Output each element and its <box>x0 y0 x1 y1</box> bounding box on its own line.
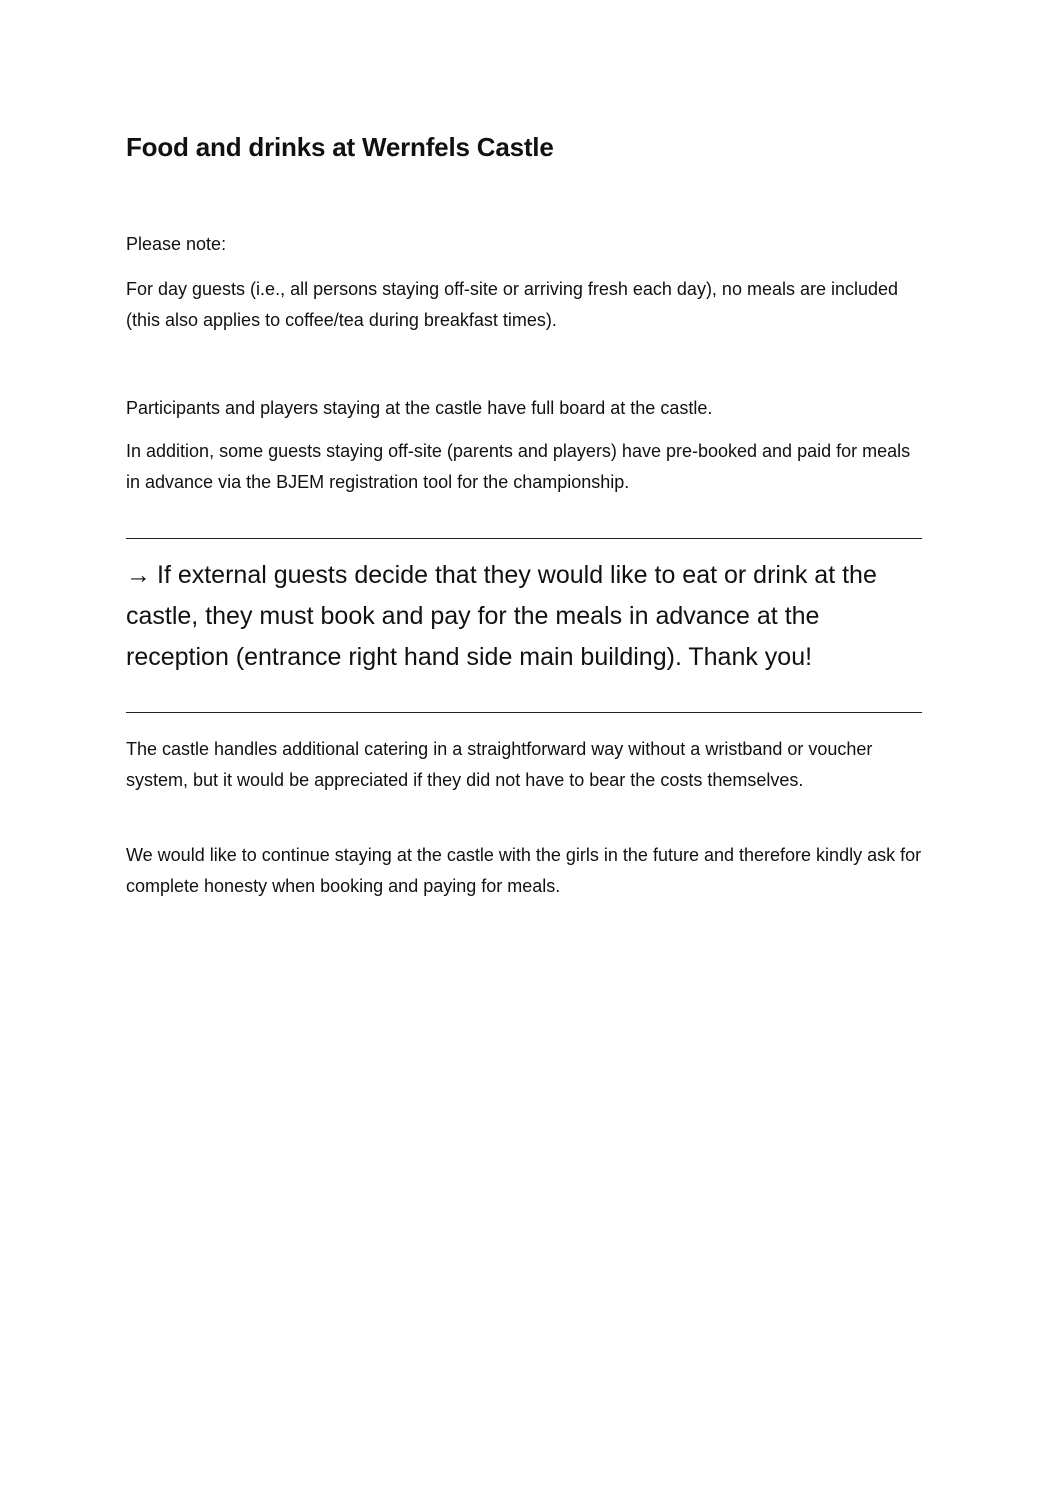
please-note-paragraph: Please note: <box>126 234 227 254</box>
right-arrow-icon: → <box>126 561 151 589</box>
divider-top <box>126 538 922 539</box>
catering-paragraph: The castle handles additional catering in a straightforward way without a wristband or voucher system, but it would be appreciated if they did not have to bear the costs themselves. <box>126 739 873 790</box>
callout-text: If external guests decide that they would like to eat or drink at the castle, they must book and pay for the meals in advance at the reception (entrance right hand side main building). Thank you! <box>126 561 877 671</box>
divider-bottom <box>126 712 922 713</box>
external-guests-callout <box>126 555 926 678</box>
document-title: Food and drinks at Wernfels Castle <box>126 132 554 162</box>
prebooked-meals-paragraph: In addition, some guests staying off-site (parents and players) have pre-booked and paid for meals in advance via the BJEM registration tool for the championship. <box>126 441 911 492</box>
participants-paragraph: Participants and players staying at the castle have full board at the castle. <box>126 398 713 418</box>
honesty-paragraph: We would like to continue staying at the castle with the girls in the future and therefore kindly ask for complete honesty when booking and paying for meals. <box>126 845 922 896</box>
day-guests-paragraph: For day guests (i.e., all persons staying off-site or arriving fresh each day), no meals are included (this also applies to coffee/tea during breakfast times). <box>126 279 899 330</box>
